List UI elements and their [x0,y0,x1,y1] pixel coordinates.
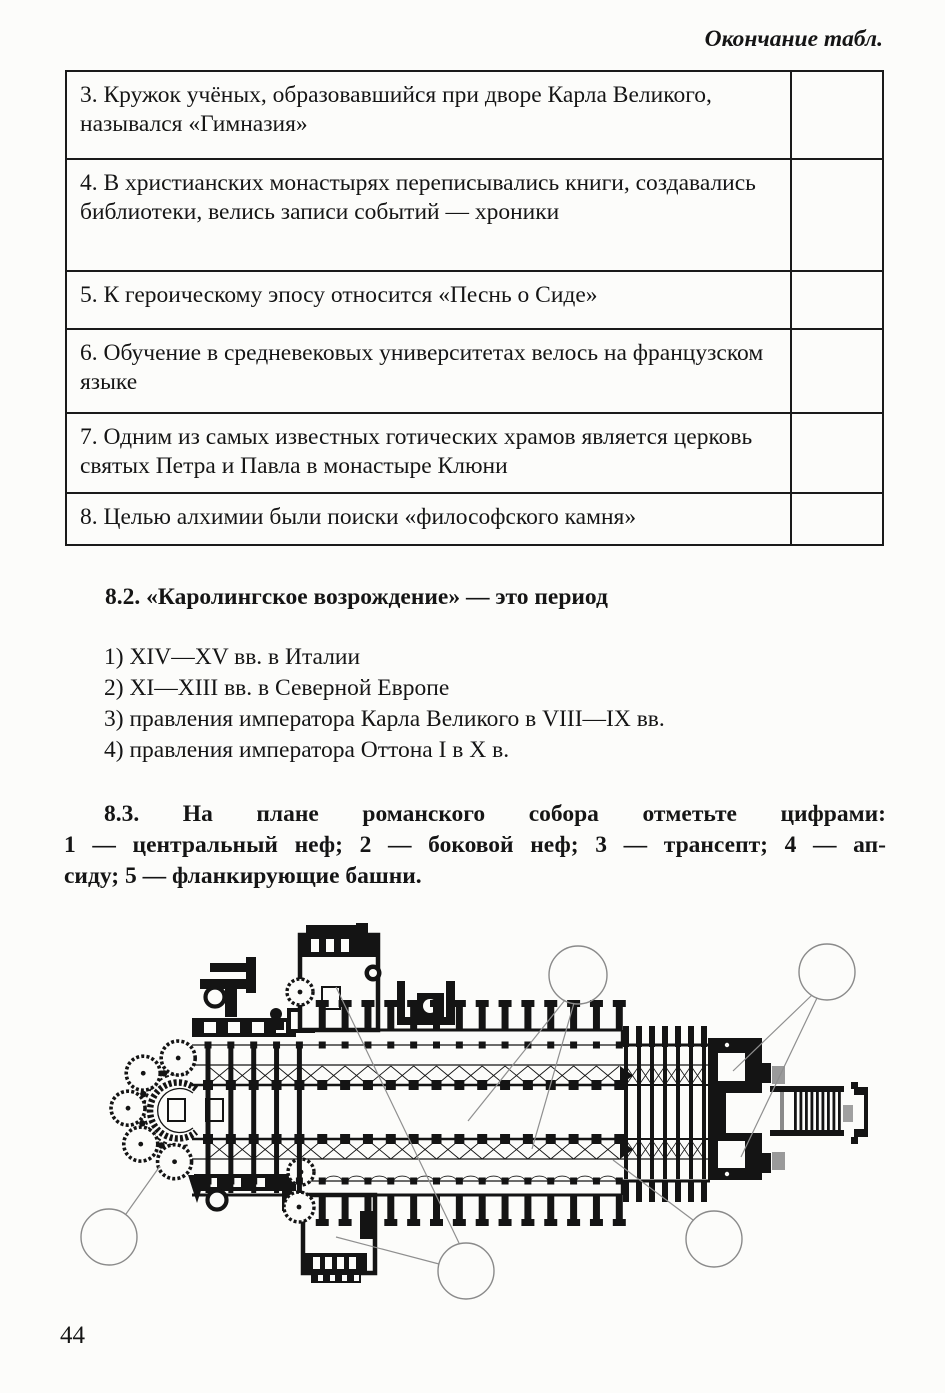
westwork-towers [708,1038,785,1180]
table-row [66,271,883,329]
answer-cell[interactable] [791,159,883,271]
task-8-3-line: сиду; 5 — фланкирующие башни. [64,863,422,889]
answer-cell[interactable] [791,493,883,545]
nave-walls [192,1030,622,1195]
answer-circle-1[interactable] [549,946,607,1004]
statement-cell: 4. В христианских монастырях переписывались книги, создавались библиотеки, велись записи событий — хроники [66,159,791,271]
answer-cell[interactable] [791,71,883,159]
west-portal [726,1093,772,1133]
option-3: 3) правления императора Карла Великого в VIII—IX вв. [104,706,665,732]
answer-circle-5[interactable] [686,1211,742,1267]
statement-cell: 3. Кружок учёных, образовавшийся при дворе Карла Великого, назывался «Гимназия» [66,71,791,159]
question-8-2-title: 8.2. «Каролингское возрождение» — это период [105,584,608,610]
statement-cell: 5. К героическому эпосу относится «Песнь о Сиде» [66,271,791,329]
north-tower [718,1053,745,1081]
table-row [66,493,883,545]
cloister-wall [397,981,455,1025]
statement-cell: 6. Обучение в средневековых университетах велось на французском языке [66,329,791,413]
answer-cell[interactable] [791,413,883,493]
table-row [66,159,883,271]
task-8-3-line: 8.3. На плане романского собора отметьте цифрами: [104,801,886,827]
statement-cell: 8. Целью алхимии были поиски «философского камня» [66,493,791,545]
question-8-2-options [104,644,884,768]
stair-turret-icon [206,988,225,1007]
option-2: 2) XI—XIII вв. в Северной Европе [104,675,450,701]
apse [150,1083,223,1139]
stair-turret-icon [208,1191,227,1210]
table-row [66,71,883,159]
task-8-3-text [64,799,886,892]
leader-line [126,1166,160,1214]
option-1: 1) XIV—XV вв. в Италии [104,644,361,670]
answer-circle-4[interactable] [438,1243,494,1299]
south-tower [718,1141,745,1168]
answer-cell[interactable] [791,271,883,329]
table-row [66,329,883,413]
answer-circle-2[interactable] [799,944,855,1000]
task-8-3-line: 1 — центральный неф; 2 — боковой неф; 3 — трансепт; 4 — ап- [64,832,886,858]
altar-mark [168,1099,185,1121]
page-number: 44 [60,1322,85,1349]
outer-porch [843,1082,868,1144]
table-continuation-note: Окончание табл. [704,26,883,52]
cathedral-plan [150,923,868,1283]
option-4: 4) правления императора Оттона I в X в. [104,737,510,763]
cathedral-plan-figure [60,923,945,1315]
answer-circle-3[interactable] [81,1209,137,1265]
true-false-table [65,70,884,546]
table-row [66,413,883,493]
statement-cell: 7. Одним из самых известных готических храмов является церковь святых Петра и Павла в монастыре Клюни [66,413,791,493]
answer-cell[interactable] [791,329,883,413]
